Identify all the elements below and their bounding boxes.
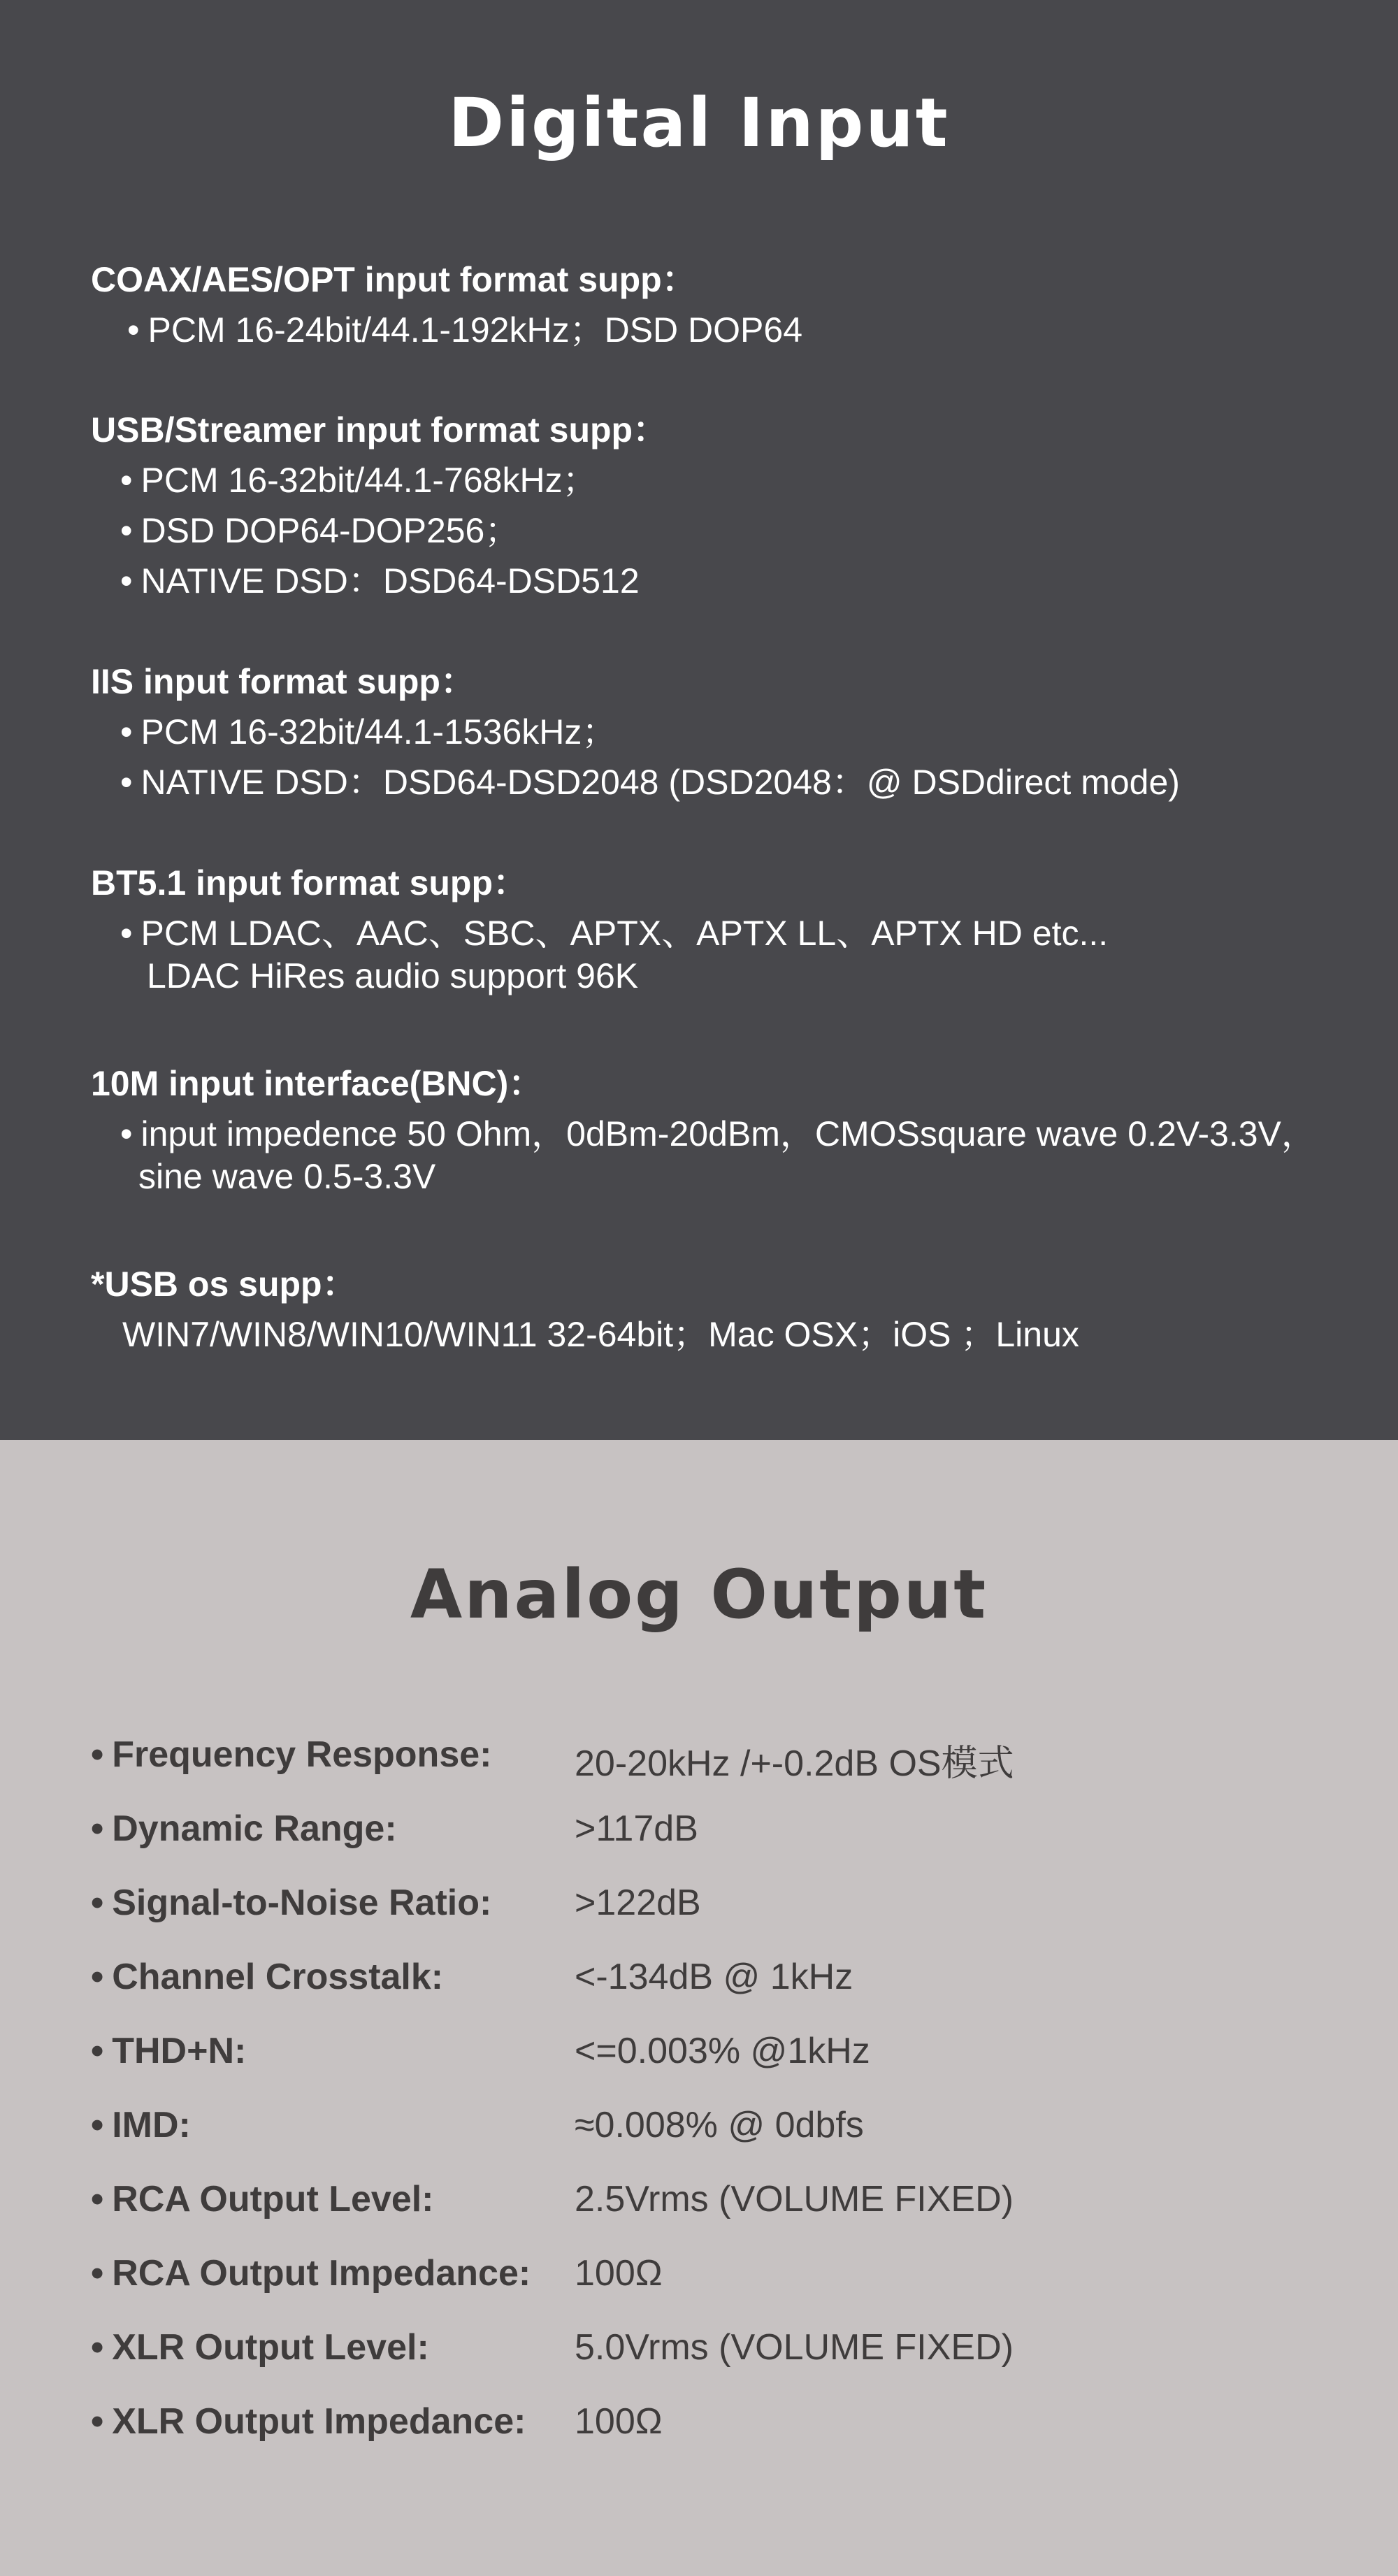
analog-output-section bbox=[0, 1440, 1398, 2576]
spec-label-dynamic-range: • Dynamic Range: bbox=[91, 1808, 397, 1849]
bullet-icon: • bbox=[127, 310, 140, 350]
spec-value-xlr-impedance: 100Ω bbox=[575, 2401, 663, 2442]
bt-codec-line: • PCM LDAC、AAC、SBC、APTX、APTX LL、APTX HD etc... bbox=[120, 914, 1109, 953]
usb-native-dsd-line: • NATIVE DSD：DSD64-DSD512 bbox=[120, 561, 640, 600]
usb-streamer-heading: USB/Streamer input format supp： bbox=[91, 410, 668, 449]
bnc-sine-line: sine wave 0.5-3.3V bbox=[138, 1157, 436, 1196]
coax-aes-opt-heading: COAX/AES/OPT input format supp： bbox=[91, 260, 697, 299]
spec-label-snr: • Signal-to-Noise Ratio: bbox=[91, 1883, 492, 1923]
usb-os-list-line: WIN7/WIN8/WIN10/WIN11 32-64bit；Mac OSX；iOS ；Linux bbox=[122, 1315, 1079, 1354]
coax-aes-opt-format-line: • PCM 16-24bit/44.1-192kHz；DSD DOP64 bbox=[127, 310, 803, 350]
bullet-icon: • bbox=[91, 2401, 104, 2442]
bullet-icon: • bbox=[120, 763, 133, 802]
bullet-icon: • bbox=[91, 2179, 104, 2219]
bullet-icon: • bbox=[120, 914, 133, 953]
bullet-icon: • bbox=[91, 1883, 104, 1923]
spec-value-rca-level: 2.5Vrms (VOLUME FIXED) bbox=[575, 2179, 1014, 2219]
spec-value-xlr-level: 5.0Vrms (VOLUME FIXED) bbox=[575, 2327, 1014, 2368]
spec-label-rca-level: • RCA Output Level: bbox=[91, 2179, 434, 2219]
bt-ldac-line: LDAC HiRes audio support 96K bbox=[147, 956, 639, 995]
iis-native-dsd-line: • NATIVE DSD：DSD64-DSD2048 (DSD2048：@ DSDdirect mode) bbox=[120, 763, 1180, 802]
spec-label-frequency-response: • Frequency Response: bbox=[91, 1734, 492, 1775]
bullet-icon: • bbox=[120, 511, 133, 550]
bullet-icon: • bbox=[91, 1808, 104, 1849]
bullet-icon: • bbox=[120, 1114, 133, 1153]
bullet-icon: • bbox=[91, 1734, 104, 1775]
spec-value-frequency-response: 20-20kHz /+-0.2dB OS模式 bbox=[575, 1743, 1014, 1784]
bullet-icon: • bbox=[120, 561, 133, 600]
spec-label-imd: • IMD: bbox=[91, 2105, 191, 2145]
digital-input-title: Digital Input bbox=[448, 84, 950, 162]
bnc-impedance-line: • input impedence 50 Ohm，0dBm-20dBm，CMOSsquare wave 0.2V-3.3V， bbox=[120, 1114, 1316, 1153]
bullet-icon: • bbox=[120, 461, 133, 500]
spec-value-rca-impedance: 100Ω bbox=[575, 2253, 663, 2294]
spec-value-dynamic-range: >117dB bbox=[575, 1808, 698, 1849]
bullet-icon: • bbox=[91, 2105, 104, 2145]
spec-label-crosstalk: • Channel Crosstalk: bbox=[91, 1957, 444, 1997]
bnc-heading: 10M input interface(BNC)： bbox=[91, 1064, 544, 1103]
usb-os-heading: *USB os supp： bbox=[91, 1265, 357, 1304]
spec-value-crosstalk: <-134dB @ 1kHz bbox=[575, 1957, 853, 1997]
spec-value-thd-n: <=0.003% @1kHz bbox=[575, 2031, 870, 2071]
bullet-icon: • bbox=[91, 1957, 104, 1997]
bullet-icon: • bbox=[120, 712, 133, 751]
spec-label-xlr-level: • XLR Output Level: bbox=[91, 2327, 429, 2368]
bullet-icon: • bbox=[91, 2031, 104, 2071]
iis-heading: IIS input format supp： bbox=[91, 662, 475, 701]
usb-dsd-dop-line: • DSD DOP64-DOP256； bbox=[120, 511, 520, 550]
analog-output-title: Analog Output bbox=[410, 1555, 988, 1634]
spec-label-thd-n: • THD+N: bbox=[91, 2031, 247, 2071]
spec-label-xlr-impedance: • XLR Output Impedance: bbox=[91, 2401, 526, 2442]
iis-pcm-line: • PCM 16-32bit/44.1-1536kHz； bbox=[120, 712, 617, 751]
bullet-icon: • bbox=[91, 2327, 104, 2368]
spec-label-rca-impedance: • RCA Output Impedance: bbox=[91, 2253, 531, 2294]
spec-value-imd: ≈0.008% @ 0dbfs bbox=[575, 2105, 864, 2145]
usb-pcm-line: • PCM 16-32bit/44.1-768kHz； bbox=[120, 461, 598, 500]
bt-heading: BT5.1 input format supp： bbox=[91, 863, 528, 902]
spec-value-snr: >122dB bbox=[575, 1883, 701, 1923]
bullet-icon: • bbox=[91, 2253, 104, 2294]
